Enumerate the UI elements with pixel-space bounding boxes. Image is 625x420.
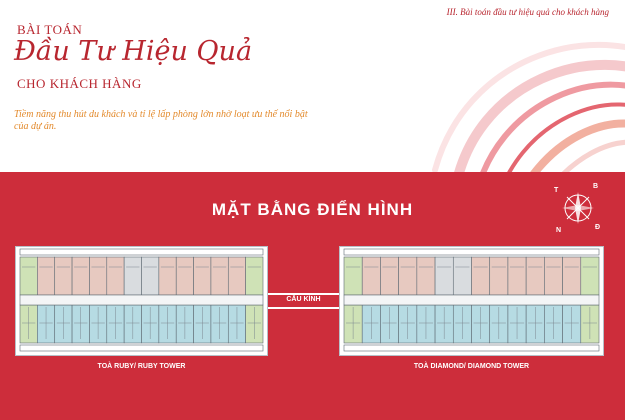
compass-n-label: N — [556, 227, 562, 234]
diamond-floorplan-drawing — [340, 247, 603, 355]
unit-top — [176, 257, 193, 295]
page-title: Đầu Tư Hiệu Quả — [14, 36, 253, 67]
unit-top — [37, 257, 54, 295]
unit-top — [124, 257, 141, 295]
unit-top — [211, 257, 228, 295]
ruby-tower-floorplan — [15, 246, 268, 356]
section-label: III. Bài toán đầu tư hiệu quả cho khách hàng — [446, 7, 609, 17]
unit-top — [344, 257, 362, 295]
corridor — [344, 295, 599, 305]
unit-top — [563, 257, 581, 295]
unit-top — [142, 257, 159, 295]
ruby-floorplan-drawing — [16, 247, 267, 355]
kicker-text: BÀI TOÁN — [17, 22, 83, 37]
unit-top — [89, 257, 106, 295]
unit-top — [490, 257, 508, 295]
balcony-bottom — [344, 345, 599, 351]
compass-b-label: B — [593, 183, 599, 190]
bridge-line-top — [268, 293, 339, 295]
glass-bridge — [268, 293, 339, 309]
unit-top — [194, 257, 211, 295]
ruby-tower-label: TOÀ RUBY/ RUBY TOWER — [97, 363, 186, 370]
unit-top — [107, 257, 124, 295]
decorative-swirl — [415, 20, 625, 172]
unit-top — [581, 257, 599, 295]
unit-top — [246, 257, 263, 295]
unit-top — [417, 257, 435, 295]
unit-top — [508, 257, 526, 295]
unit-top — [159, 257, 176, 295]
unit-top — [228, 257, 245, 295]
compass-t-label: T — [554, 187, 559, 194]
corridor — [20, 295, 263, 305]
balcony-top — [20, 249, 263, 255]
unit-top — [72, 257, 89, 295]
unit-top — [453, 257, 471, 295]
unit-top — [362, 257, 380, 295]
diamond-tower-floorplan — [339, 246, 604, 356]
bridge-line-bottom — [268, 307, 339, 309]
floorplan-title: MẶT BẰNG ĐIỂN HÌNH — [211, 200, 414, 219]
unit-top — [526, 257, 544, 295]
header-section — [0, 0, 625, 172]
balcony-top — [344, 249, 599, 255]
compass-icon — [552, 182, 604, 234]
unit-top — [399, 257, 417, 295]
unit-top — [544, 257, 562, 295]
balcony-bottom — [20, 345, 263, 351]
bridge-label: CẦU KÍNH — [286, 296, 321, 303]
unit-top — [20, 257, 37, 295]
tagline-text: Tiềm năng thu hút du khách và tỉ lệ lấp phòng lớn nhờ loạt ưu thế nổi bật của dự án. — [14, 109, 308, 132]
compass-d-label: Đ — [595, 224, 601, 231]
diamond-tower-label: TOÀ DIAMOND/ DIAMOND TOWER — [413, 363, 530, 370]
unit-top — [435, 257, 453, 295]
unit-top — [55, 257, 72, 295]
unit-top — [380, 257, 398, 295]
unit-top — [472, 257, 490, 295]
subtitle: CHO KHÁCH HÀNG — [17, 76, 142, 91]
